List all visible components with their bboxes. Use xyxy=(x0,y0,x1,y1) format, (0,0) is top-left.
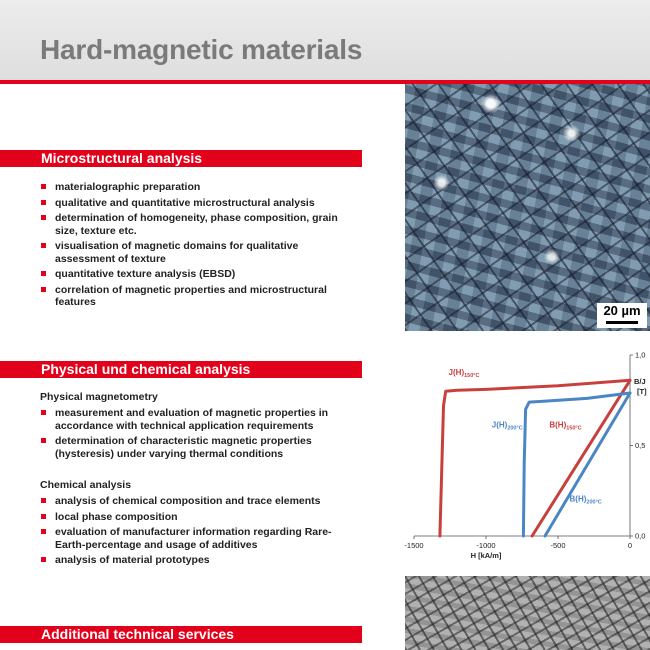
list-item: measurement and evaluation of magnetic properties in accordance with technical application requirements xyxy=(40,407,350,432)
list-item: local phase composition xyxy=(40,511,350,524)
list-item: qualitative and quantitative microstructural analysis xyxy=(40,197,350,210)
section-microstructural-heading: Microstructural analysis xyxy=(0,150,362,167)
x-tick-label: 0 xyxy=(627,541,633,550)
annotation-subscript: 200°C xyxy=(507,425,523,432)
magnetometry-heading: Physical magnetometry xyxy=(40,391,158,403)
microstructural-list xyxy=(40,181,350,312)
list-item: analysis of chemical composition and trace elements xyxy=(40,495,350,508)
list-item: determination of homogeneity, phase composition, grain size, texture etc. xyxy=(40,212,350,237)
series-annotation xyxy=(570,495,602,506)
section-additional-heading: Additional technical services xyxy=(0,626,362,643)
annotation-main: B(H) xyxy=(549,420,567,430)
micrograph-image-secondary xyxy=(405,576,650,650)
list-item: evaluation of manufacturer information regarding Rare-Earth-percentage and usage of additives xyxy=(40,526,350,551)
series-annotation xyxy=(492,420,523,431)
annotation-subscript: 200°C xyxy=(586,499,602,506)
y-tick-label: 1,0 xyxy=(635,350,646,360)
y-axis-unit: [T] xyxy=(637,386,647,396)
series-line xyxy=(532,380,630,536)
x-axis-label: H [kA/m] xyxy=(470,551,502,560)
annotation-main: J(H) xyxy=(491,420,508,430)
chemical-list xyxy=(40,495,350,570)
page-title: Hard-magnetic materials xyxy=(40,34,363,65)
list-item: determination of characteristic magnetic properties (hysteresis) under varying thermal conditions xyxy=(40,435,350,460)
y-tick-label: 0,0 xyxy=(635,531,646,541)
x-tick-label: -1000 xyxy=(476,541,496,550)
y-axis-label: B/J xyxy=(634,376,646,386)
chemical-heading: Chemical analysis xyxy=(40,479,132,491)
list-item: materialographic preparation xyxy=(40,181,350,194)
scale-bar-label: 20 µm xyxy=(603,303,641,318)
micrograph-image xyxy=(405,84,650,331)
series-annotation xyxy=(449,368,480,379)
x-tick-label: -500 xyxy=(550,541,566,550)
list-item: quantitative texture analysis (EBSD) xyxy=(40,268,350,281)
magnetometry-list xyxy=(40,407,350,463)
annotation-main: J(H) xyxy=(448,367,465,377)
series-annotation xyxy=(549,420,581,431)
annotation-subscript: 150°C xyxy=(566,425,582,432)
y-tick-label: 0,5 xyxy=(635,441,646,450)
scale-bar xyxy=(597,303,647,328)
annotation-subscript: 150°C xyxy=(464,372,480,379)
series-line xyxy=(440,380,630,536)
series-line xyxy=(545,393,630,536)
list-item: analysis of material prototypes xyxy=(40,554,350,567)
page-header xyxy=(0,0,650,80)
list-item: correlation of magnetic properties and microstructural features xyxy=(40,284,350,309)
section-physical-heading: Physical und chemical analysis xyxy=(0,361,362,378)
annotation-main: B(H) xyxy=(569,494,587,504)
hysteresis-chart xyxy=(395,345,650,560)
x-tick-label: -1500 xyxy=(404,541,424,550)
list-item: visualisation of magnetic domains for qualitative assessment of texture xyxy=(40,240,350,265)
scale-bar-line xyxy=(606,321,638,324)
